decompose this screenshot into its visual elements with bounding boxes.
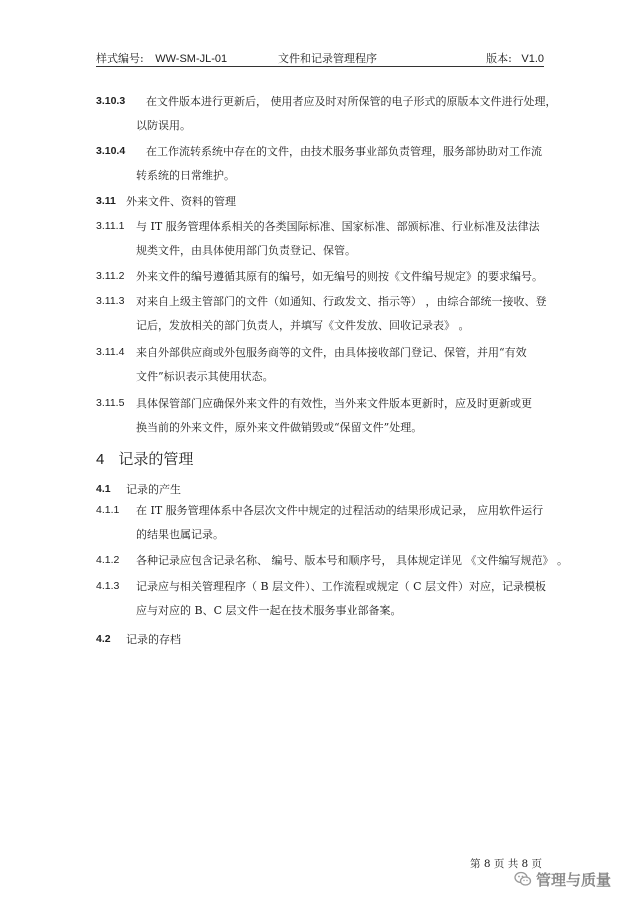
clause-text-line: 在文件版本进行更新后， 使用者应及时对所保管的电子形式的原版本文件进行处理， xyxy=(146,95,557,108)
section-heading: 记录的产生 xyxy=(126,483,181,496)
watermark-text: 管理与质量 xyxy=(536,870,612,889)
clause-text-line: 在 IT 服务管理体系中各层次文件中规定的过程活动的结果形成记录， 应用软件运行 xyxy=(136,504,544,517)
clause-number: 3.11.3 xyxy=(96,295,125,307)
section-heading: 外来文件、资料的管理 xyxy=(126,195,236,208)
form-code-value: WW-SM-JL-01 xyxy=(155,53,228,65)
clause-number: 4.1.1 xyxy=(96,504,120,516)
clause-number: 3.11.4 xyxy=(96,346,125,358)
clause-number: 3.11.5 xyxy=(96,397,125,409)
version xyxy=(486,50,544,66)
clause-text-line: 来自外部供应商或外包服务商等的文件，由具体接收部门登记、保管，并用“有效 xyxy=(136,346,527,359)
clause-text-line: 以防误用。 xyxy=(136,119,191,132)
clause-text-line: 文件”标识表示其使用状态。 xyxy=(136,370,274,383)
clause-text-line: 在工作流转系统中存在的文件，由技术服务事业部负责管理，服务部协助对工作流 xyxy=(146,145,542,158)
section-4-number: 4 xyxy=(96,451,105,468)
clause-text-line: 与 IT 服务管理体系相关的各类国际标准、国家标准、部颁标准、行业标准及法律法 xyxy=(136,220,540,233)
clause-text-line: 应与对应的 B、C 层文件一起在技术服务事业部备案。 xyxy=(136,604,402,617)
clause-text-line: 外来文件的编号遵循其原有的编号，如无编号的则按《文件编号规定》的要求编号。 xyxy=(136,270,543,283)
watermark xyxy=(514,868,611,890)
clause-text-line: 记后，发放相关的部门负责人，并填写《文件发放、回收记录表》 。 xyxy=(136,319,470,332)
section-4-title: 记录的管理 xyxy=(118,450,194,468)
wechat-icon xyxy=(514,870,532,888)
section-number: 4.1 xyxy=(96,483,111,495)
clause-text-line: 的结果也属记录。 xyxy=(136,528,224,541)
clause-number: 3.11.1 xyxy=(96,220,125,232)
clause-text-line: 规类文件，由具体使用部门负责登记、保管。 xyxy=(136,244,356,257)
clause-number: 4.1.2 xyxy=(96,554,120,566)
section-number: 3.11 xyxy=(96,195,116,207)
version-label: 版本: xyxy=(486,52,512,65)
clause-number: 3.11.2 xyxy=(96,270,125,282)
clause-number: 3.10.3 xyxy=(96,95,126,107)
clause-text-line: 转系统的日常维护。 xyxy=(136,169,235,182)
section-heading: 记录的存档 xyxy=(126,633,181,646)
document-title: 文件和记录管理程序 xyxy=(278,52,377,65)
form-code-label: 样式编号: xyxy=(96,52,144,65)
section-number: 4.2 xyxy=(96,633,111,645)
header-divider xyxy=(96,66,544,67)
section-4-heading xyxy=(96,447,193,472)
page-header xyxy=(96,50,544,66)
form-code xyxy=(96,50,227,66)
clause-text-line: 记录应与相关管理程序（ B 层文件）、工作流程或规定（ C 层文件）对应，记录模板 xyxy=(136,580,546,593)
clause-text-line: 换当前的外来文件，原外来文件做销毁或“保留文件”处理。 xyxy=(136,421,423,434)
page-number: 第 8 页 共 8 页 xyxy=(470,858,543,870)
version-value: V1.0 xyxy=(521,53,544,65)
clause-text-line: 具体保管部门应确保外来文件的有效性，当外来文件版本更新时，应及时更新或更 xyxy=(136,397,532,410)
clause-text-line: 对来自上级主管部门的文件（如通知、行政发文、指示等） ，由综合部统一接收、登 xyxy=(136,295,547,308)
clause-text-line: 各种记录应包含记录名称、 编号、版本号和顺序号， 具体规定详见 《文件编写规范》 。 xyxy=(136,554,568,567)
clause-number: 3.10.4 xyxy=(96,145,126,157)
clause-number: 4.1.3 xyxy=(96,580,120,592)
